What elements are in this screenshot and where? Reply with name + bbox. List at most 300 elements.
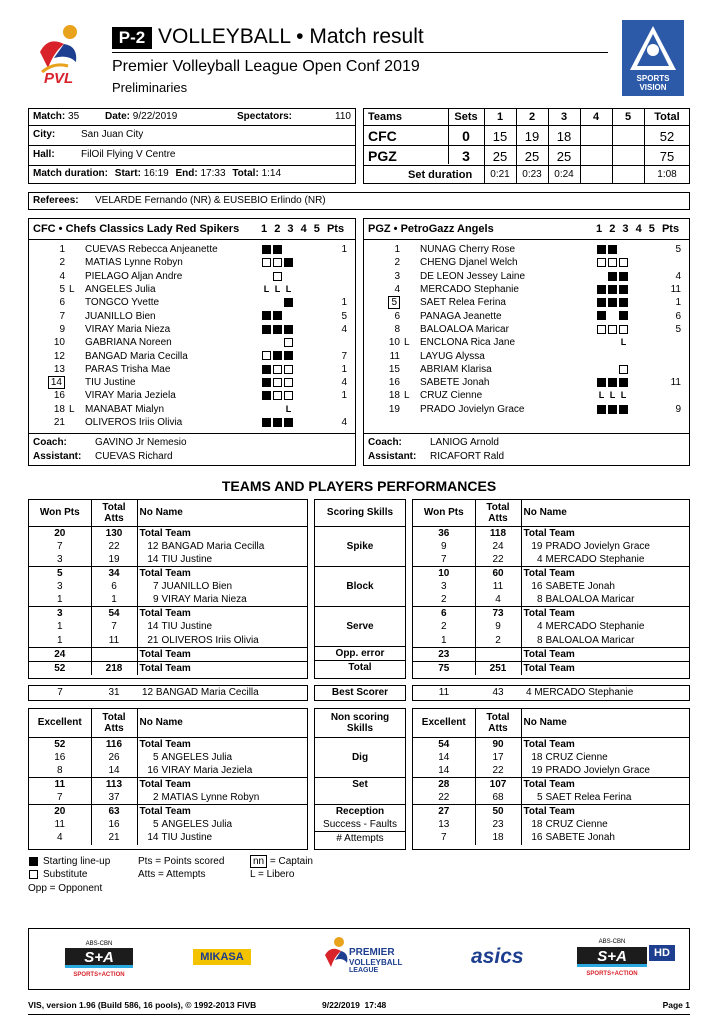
player-points (323, 403, 355, 416)
value-primary: 1 (29, 593, 91, 607)
player-name-text: BALOALOA Maricar (545, 594, 635, 606)
spectators-label: Spectators: (237, 111, 293, 122)
player-points: 7 (341, 350, 347, 362)
set-marker-3 (284, 245, 293, 254)
player-name: PANAGA Jeanette (420, 310, 502, 322)
player-row (364, 336, 689, 349)
player-name-text: PRADO Jovielyn Grace (545, 764, 650, 776)
player-libero-flag: L (404, 337, 410, 349)
value-primary: 9 (413, 540, 475, 553)
value-primary: 8 (29, 764, 91, 778)
player-or-team (521, 831, 689, 844)
pvl-volleyball: VOLLEYBALL (349, 958, 403, 967)
set-marker-3 (284, 365, 293, 374)
skill-row (315, 606, 405, 619)
player-or-team: Total Team (521, 566, 689, 580)
performance-row (29, 634, 307, 648)
player-number (29, 283, 69, 296)
player-number-text: 5 (388, 296, 400, 309)
player-number (364, 336, 404, 349)
performance-row (29, 791, 307, 805)
team-a-set2: 19 (524, 129, 540, 144)
value-atts: 17 (475, 751, 521, 764)
player-number-text: 1 (59, 244, 65, 256)
player-number-text: 7 (59, 310, 65, 322)
team-a-total: 52 (659, 129, 675, 144)
player-or-team: Total Team (137, 647, 307, 661)
set-marker-1 (262, 311, 271, 320)
player-number-text: 1 (394, 244, 400, 256)
set-marker-3 (284, 338, 293, 347)
mikasa-logo: MIKASA (193, 949, 251, 965)
player-number-text: 18 (531, 751, 543, 763)
phase: Preliminaries (112, 80, 188, 95)
player-points: 1 (341, 363, 347, 375)
player-number-text: 16 (53, 390, 65, 402)
performance-header-row (29, 709, 307, 737)
skill-label: Reception (315, 804, 405, 818)
set-marker-2 (608, 365, 617, 374)
skill-label (315, 791, 405, 804)
player-or-team (521, 580, 689, 593)
player-number (29, 296, 69, 309)
value-primary: 7 (413, 553, 475, 567)
abs-cbn-hd-top: ABS-CBN (598, 939, 626, 945)
player-or-team (137, 634, 307, 648)
value-atts: 37 (91, 791, 137, 805)
value-atts: 54 (91, 607, 137, 621)
player-number-text: 18 (388, 390, 400, 402)
set-marker-1 (597, 338, 606, 347)
player-points (323, 270, 355, 283)
value-atts: 23 (475, 818, 521, 831)
player-row (29, 256, 355, 269)
player-row (364, 323, 689, 336)
set-col-2: 2 (528, 111, 536, 123)
player-points: 9 (675, 403, 681, 415)
sports-vision-logo (622, 20, 684, 96)
value-primary: 4 (29, 831, 91, 844)
set-marker-3 (284, 258, 293, 267)
duration-label: Match duration: (33, 168, 108, 179)
player-sets (261, 283, 323, 296)
performance-row (413, 607, 689, 621)
player-or-team: Total Team (521, 804, 689, 818)
player-points: 5 (341, 310, 347, 322)
player-sets (596, 403, 658, 416)
skill-label (315, 526, 405, 539)
value-atts: 16 (91, 818, 137, 831)
skill-row (315, 620, 405, 633)
value-primary: 22 (413, 791, 475, 805)
player-name: VIRAY Maria Jeziela (85, 390, 176, 402)
player-libero-flag (404, 309, 416, 322)
performance-rows (413, 709, 689, 845)
best-scorer-label: Best Scorer (314, 685, 406, 701)
player-number-text: 8 (394, 323, 400, 335)
scoring-skills-column (314, 499, 406, 679)
value-primary: 2 (413, 593, 475, 607)
player-number-text: 14 (147, 832, 159, 844)
set-marker-3 (284, 311, 293, 320)
sports-vision-text: SPORTS VISION (636, 74, 670, 92)
player-name: CHENG Djanel Welch (420, 257, 518, 269)
player-name: PARAS Trisha Mae (85, 363, 171, 375)
value-primary: 36 (413, 526, 475, 540)
value-primary: 3 (29, 580, 91, 593)
player-points (323, 256, 355, 269)
team-b-set-cols: 1 2 3 4 5 Pts (596, 223, 680, 235)
hd-badge: HD (649, 945, 675, 961)
player-number-text: 2 (394, 257, 400, 269)
player-number-text: 12 (147, 540, 159, 552)
legend-substitute: Substitute (43, 869, 88, 880)
player-name: NUNAG Cherry Rose (420, 244, 516, 256)
set-marker-1 (262, 245, 271, 254)
set-marker-2 (273, 245, 282, 254)
player-row (364, 403, 689, 416)
player-or-team: Total Team (521, 607, 689, 621)
team-b-assistant-label: Assistant: (368, 451, 417, 462)
player-sets (596, 270, 658, 283)
player-libero-flag (69, 376, 81, 389)
set-marker-1 (262, 378, 271, 387)
header-name: No Name (137, 709, 307, 737)
set-marker-2 (608, 325, 617, 334)
player-sets (261, 403, 323, 416)
player-sets (261, 309, 323, 322)
player-sets (261, 363, 323, 376)
skill-row (315, 831, 405, 845)
team-a-code: CFC (368, 128, 397, 144)
value-atts: 4 (475, 593, 521, 607)
skill-row (315, 593, 405, 606)
player-number-text: 19 (531, 764, 543, 776)
value-atts: 118 (475, 526, 521, 540)
skill-row (315, 818, 405, 832)
total-value: 1:14 (261, 168, 282, 179)
player-sets (596, 296, 658, 309)
set-marker-2 (273, 378, 282, 387)
value-atts: 1 (91, 593, 137, 607)
city-label: City: (33, 129, 56, 140)
value-atts: 26 (91, 751, 137, 764)
set-marker-3 (284, 351, 293, 360)
performance-row (413, 764, 689, 778)
player-or-team (521, 818, 689, 831)
abs-cbn-hd-sub: SPORTS+ACTION (586, 971, 638, 977)
team-a-assistant: CUEVAS Richard (95, 451, 173, 462)
team-b-set2: 25 (524, 149, 540, 164)
set-marker-2 (608, 245, 617, 254)
performance-row (413, 566, 689, 580)
player-name: PRADO Jovielyn Grace (420, 403, 525, 415)
set-marker-3 (619, 258, 628, 267)
set-marker-1: L (598, 390, 605, 401)
team-a-set1: 15 (492, 129, 508, 144)
set-marker-1: L (263, 283, 270, 294)
player-name-text: PRADO Jovielyn Grace (545, 540, 650, 552)
set-marker-2 (608, 298, 617, 307)
s-a-hd-mark: S+A (577, 947, 647, 967)
player-number-text: 19 (388, 403, 400, 415)
player-number-text: 4 (394, 284, 400, 296)
set-marker-2 (608, 338, 617, 347)
player-points: 4 (675, 270, 681, 282)
player-name-text: SABETE Jonah (545, 581, 615, 593)
city-value: San Juan City (81, 129, 144, 140)
player-number-text: 16 (147, 764, 159, 776)
player-row (364, 296, 689, 309)
set-marker-3: L (620, 337, 627, 348)
player-number (364, 349, 404, 362)
player-number (364, 363, 404, 376)
player-libero-flag (69, 270, 81, 283)
best-a-name: 12 BANGAD Maria Cecilla (142, 687, 259, 698)
player-name: ENCLONA Rica Jane (420, 337, 516, 349)
value-primary: 3 (29, 607, 91, 621)
match-number: 35 (68, 111, 80, 122)
player-name: BANGAD Maria Cecilla (85, 350, 188, 362)
player-number-text: 21 (147, 634, 159, 646)
set-marker-1 (262, 418, 271, 427)
legend-atts: Atts = Attempts (138, 869, 206, 880)
player-or-team (137, 818, 307, 831)
player-name: MANABAT Mialyn (85, 403, 165, 415)
skill-label: # Attempts (336, 832, 384, 844)
player-libero-flag (69, 296, 81, 309)
spectators-value: 110 (335, 111, 351, 122)
player-libero-flag (69, 363, 81, 376)
skill-label: Opp. error (315, 647, 405, 661)
performance-row (413, 737, 689, 751)
set-marker-3 (284, 325, 293, 334)
team-b-sets: 3 (462, 148, 470, 164)
value-primary: 27 (413, 804, 475, 818)
value-primary: 7 (413, 831, 475, 844)
performance-row (413, 553, 689, 567)
player-row (364, 376, 689, 389)
set-col-4: 4 (592, 111, 600, 123)
set-marker-3 (284, 272, 293, 281)
player-number-text: 10 (53, 337, 65, 349)
player-or-team (137, 540, 307, 553)
skill-row (315, 539, 405, 552)
team-b-code: PGZ (368, 148, 397, 164)
team-b-title: PGZ • PetroGazz Angels (368, 223, 494, 235)
team-a-set3: 18 (556, 129, 572, 144)
performance-rows (29, 500, 307, 675)
set-marker-1 (597, 405, 606, 414)
best-b-atts: 43 (492, 687, 504, 698)
player-number (29, 376, 69, 389)
player-libero-flag (404, 363, 416, 376)
value-atts: 107 (475, 777, 521, 791)
skill-row (315, 661, 405, 675)
skills-header-row (315, 709, 405, 737)
team-b-total: 75 (659, 149, 675, 164)
player-number-text: 7 (152, 581, 159, 593)
player-or-team: Total Team (139, 738, 191, 750)
player-name-text: CRUZ Cienne (545, 751, 608, 763)
set-marker-1 (597, 298, 606, 307)
set-col-5: 5 (624, 111, 632, 123)
player-name: CUEVAS Rebecca Anjeanette (85, 244, 218, 256)
player-name-text: SAET Relea Ferina (545, 791, 632, 803)
performance-row (413, 540, 689, 553)
total-label: Total: (232, 168, 259, 179)
set-marker-2 (273, 258, 282, 267)
player-sets (596, 323, 658, 336)
player-number-text: 13 (53, 363, 65, 375)
skill-row (315, 566, 405, 579)
set-marker-1 (262, 298, 271, 307)
skill-row (315, 791, 405, 804)
header-exc: Excellent (29, 709, 91, 737)
player-or-team (137, 831, 307, 844)
set-marker-1 (597, 351, 606, 360)
team-b-roster (363, 218, 690, 466)
player-points: 4 (341, 377, 347, 389)
set-col-3: 3 (560, 111, 568, 123)
header-atts: Total Atts (475, 709, 521, 737)
player-row (29, 243, 355, 256)
player-number (364, 389, 404, 402)
player-name: LAYUG Alyssa (420, 350, 485, 362)
player-sets (261, 323, 323, 336)
player-row (29, 296, 355, 309)
player-number-text: 2 (59, 257, 65, 269)
starting-square-icon (29, 857, 38, 866)
player-sets (596, 283, 658, 296)
player-sets (596, 376, 658, 389)
value-atts: 22 (475, 764, 521, 778)
header-name: No Name (137, 500, 307, 526)
set-marker-1 (597, 272, 606, 281)
player-row (29, 309, 355, 322)
player-or-team (137, 580, 307, 593)
best-b-name: 4 MERCADO Stephanie (526, 687, 634, 698)
match-label: Match: (33, 111, 66, 122)
performance-row (413, 593, 689, 607)
value-atts: 218 (91, 661, 137, 675)
player-or-team (521, 593, 689, 607)
player-points: 5 (675, 323, 681, 335)
set-marker-3 (619, 405, 628, 414)
player-or-team: Total Team (139, 527, 191, 539)
player-number-text: 2 (152, 791, 159, 803)
value-atts: 11 (91, 634, 137, 648)
set-marker-2 (273, 338, 282, 347)
player-libero-flag (69, 336, 81, 349)
value-primary: 16 (29, 751, 91, 764)
player-name: JUANILLO Bien (85, 310, 156, 322)
set-marker-1 (597, 365, 606, 374)
performance-row (413, 831, 689, 844)
player-points: 1 (341, 297, 347, 309)
player-points (658, 363, 689, 376)
skill-label: Total (315, 661, 405, 675)
player-number (29, 403, 69, 416)
set-marker-1 (262, 391, 271, 400)
skill-row (315, 633, 405, 646)
player-number (364, 323, 404, 336)
value-primary: 14 (413, 751, 475, 764)
set-marker-2 (608, 311, 617, 320)
hall-value: FilOil Flying V Centre (81, 149, 176, 160)
player-number-text: 18 (53, 403, 65, 415)
set-marker-1 (262, 258, 271, 267)
set-marker-1 (597, 325, 606, 334)
player-number (29, 256, 69, 269)
performance-title: TEAMS AND PLAYERS PERFORMANCES (221, 478, 497, 494)
value-atts: 11 (475, 580, 521, 593)
teams-header: Teams (368, 111, 403, 123)
player-number-text: 5 (152, 819, 159, 831)
performance-row (413, 804, 689, 818)
team-b-scoring-table (412, 499, 690, 679)
performance-row (29, 607, 307, 621)
player-name-text: VIRAY Maria Nieza (161, 594, 247, 606)
set-marker-3 (284, 378, 293, 387)
set-marker-3 (619, 298, 628, 307)
performance-header-row (413, 500, 689, 526)
team-b-set1: 25 (492, 149, 508, 164)
set-marker-1 (262, 365, 271, 374)
player-row (364, 349, 689, 362)
best-a-pts: 7 (57, 687, 63, 698)
team-a-sets: 0 (462, 128, 470, 144)
skill-label (315, 737, 405, 750)
player-number (364, 403, 404, 416)
set-duration-total: 1:08 (657, 169, 677, 180)
player-libero-flag (69, 309, 81, 322)
set-marker-2: L (609, 390, 616, 401)
team-b-coach-label: Coach: (368, 437, 402, 448)
player-points: 11 (670, 377, 681, 389)
value-atts: 2 (475, 634, 521, 648)
player-number-text: 16 (531, 832, 543, 844)
set-marker-3 (619, 272, 628, 281)
legend-pts: Pts = Points scored (138, 856, 225, 867)
set-marker-1 (597, 245, 606, 254)
player-name-text: BANGAD Maria Cecilla (161, 540, 265, 552)
player-name-text: CRUZ Cienne (545, 819, 608, 831)
value-atts: 7 (91, 620, 137, 633)
player-points (658, 389, 689, 402)
set-marker-2 (273, 298, 282, 307)
player-points: 11 (670, 284, 681, 296)
performance-row (413, 818, 689, 831)
set-marker-1 (262, 405, 271, 414)
player-row (364, 363, 689, 376)
skill-row (315, 777, 405, 791)
player-number-text: 16 (388, 377, 400, 389)
player-number (364, 309, 404, 322)
set-marker-3 (619, 285, 628, 294)
value-primary: 5 (29, 566, 91, 580)
value-primary: 1 (413, 634, 475, 648)
performance-row (29, 647, 307, 661)
best-b-pts: 11 (438, 687, 450, 698)
best-a-atts: 31 (108, 687, 120, 698)
team-a-roster (28, 218, 356, 466)
player-sets (261, 416, 323, 429)
skill-row (315, 737, 405, 750)
player-or-team (521, 553, 689, 567)
sheet-code: P-2 (112, 27, 152, 49)
performance-row (413, 647, 689, 661)
